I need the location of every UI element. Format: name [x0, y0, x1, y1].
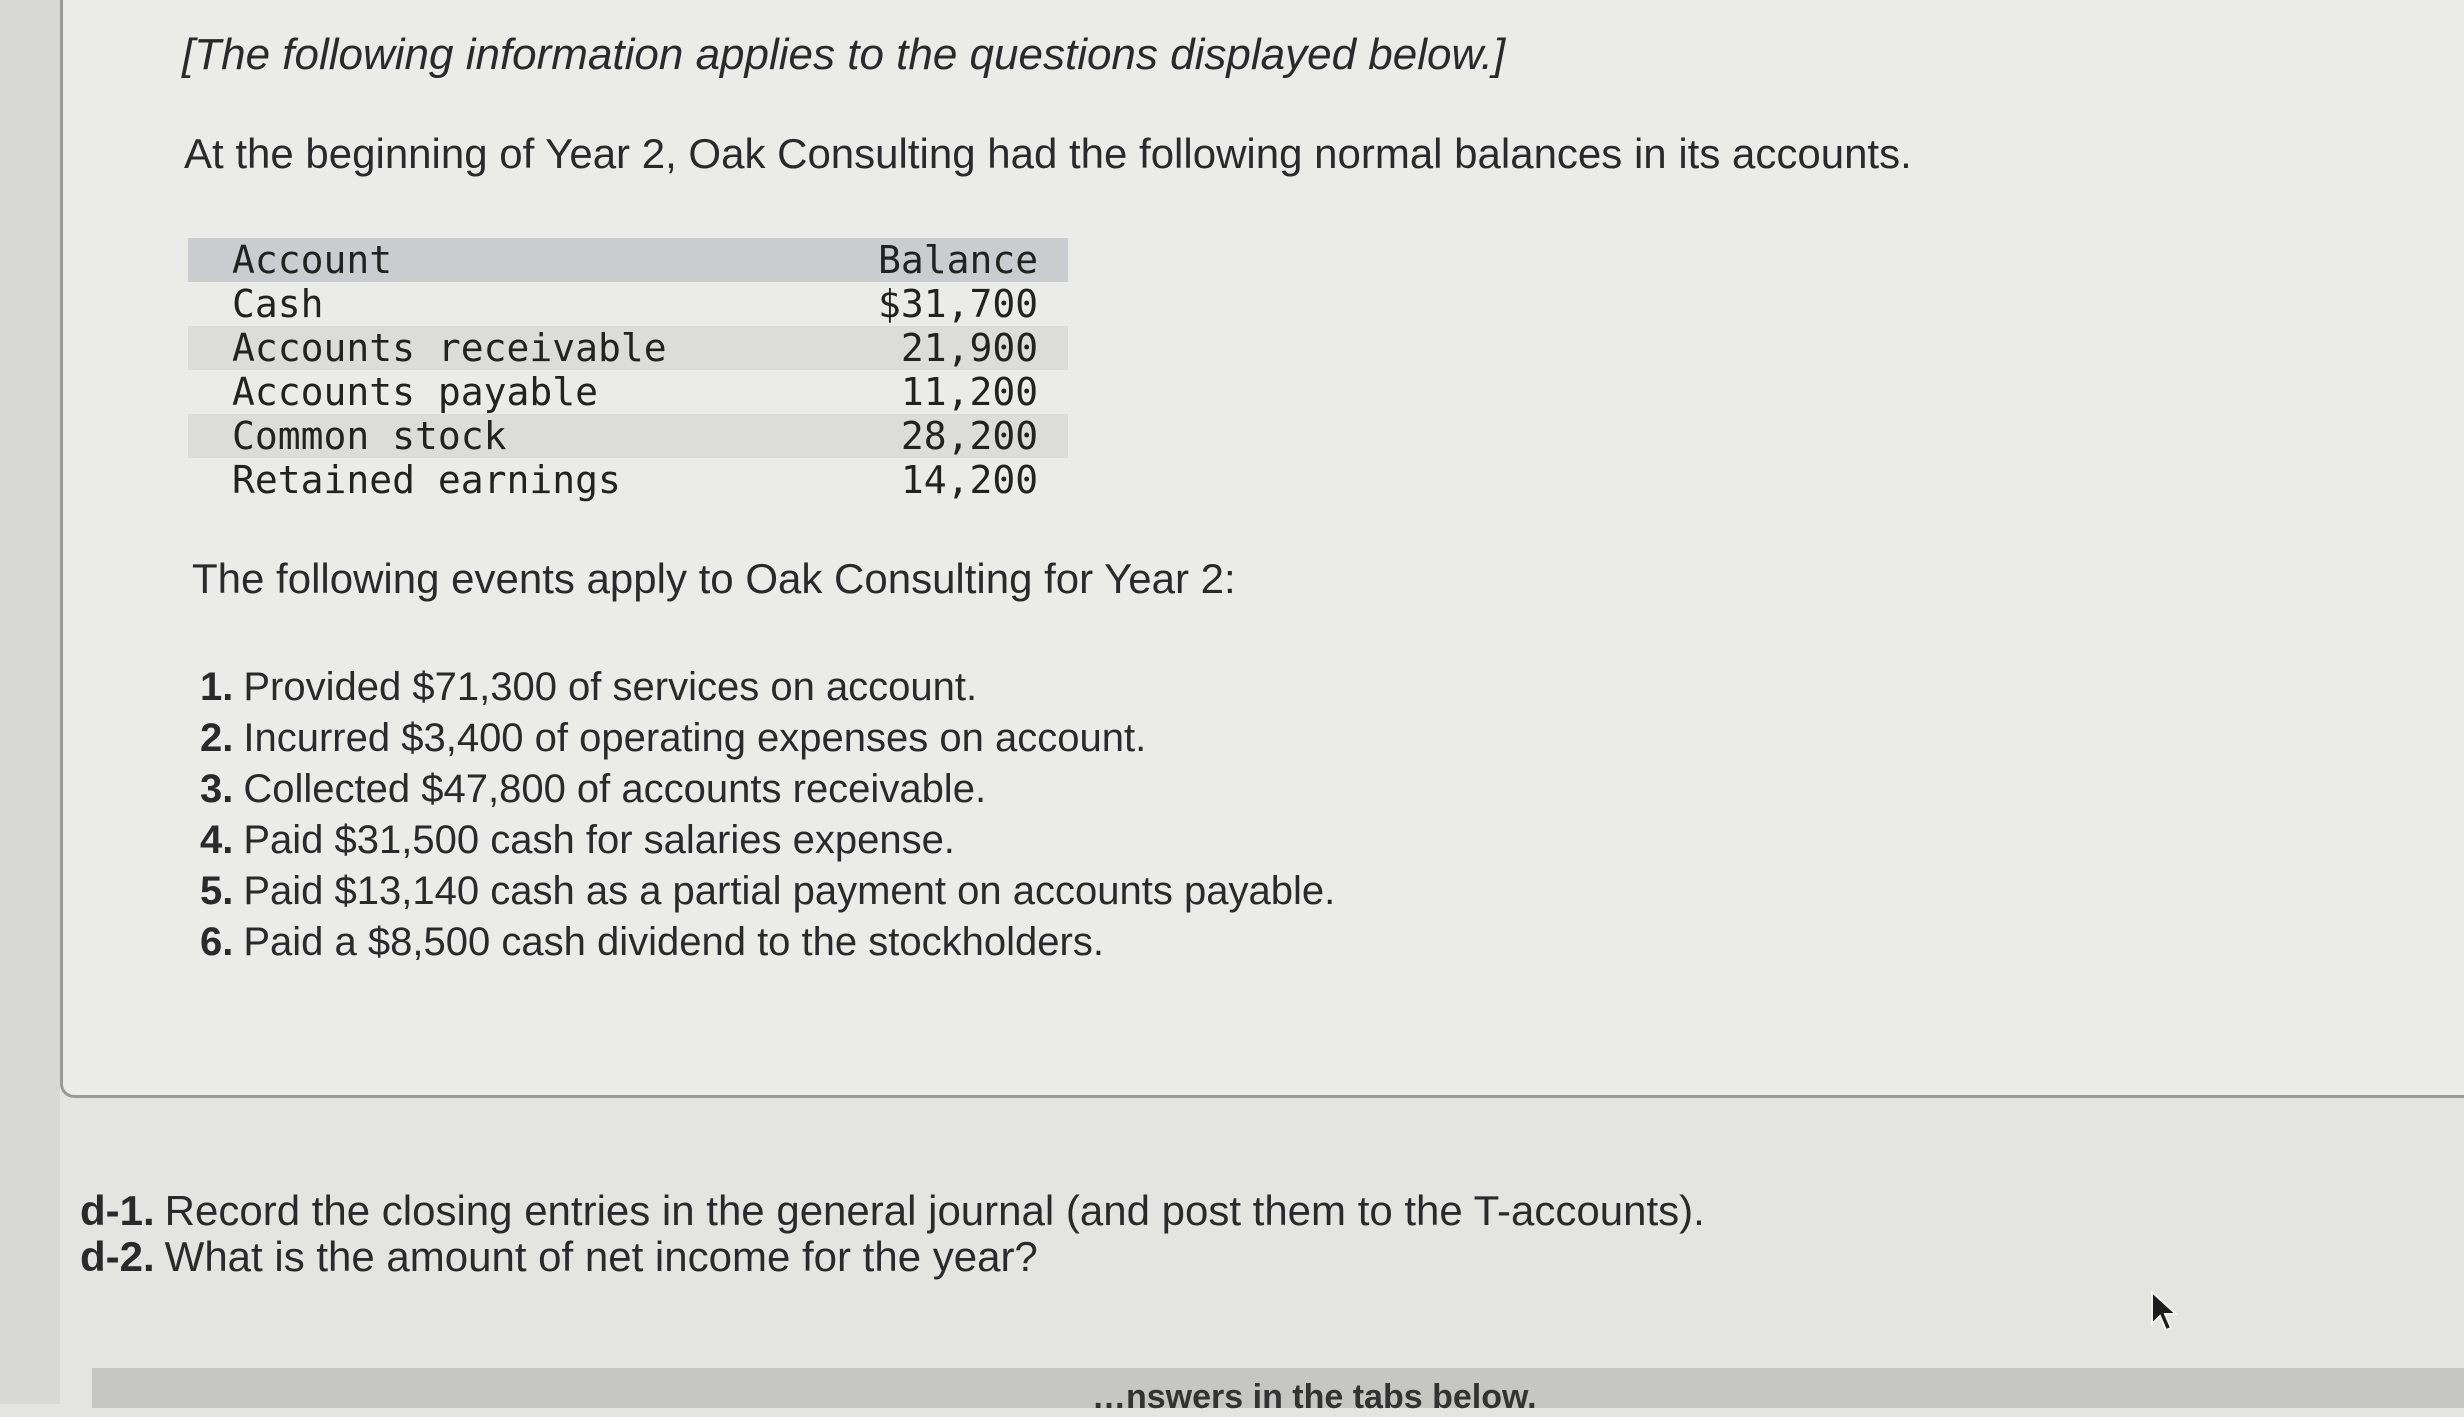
account-balance: 11,200 [900, 370, 1039, 414]
list-item [200, 713, 1335, 764]
questions [80, 1188, 1705, 1280]
intro-note: [The following information applies to the questions displayed below.] [182, 30, 1506, 79]
question-d1 [80, 1188, 1705, 1234]
lead-text: At the beginning of Year 2, Oak Consulting had the following normal balances in its accounts. [184, 130, 1912, 177]
event-number: 5. [200, 869, 234, 913]
table-row [188, 370, 1068, 414]
account-balance: 28,200 [900, 414, 1039, 458]
account-name: Retained earnings [232, 458, 621, 502]
list-item [200, 917, 1335, 968]
header-account: Account [232, 238, 393, 282]
list-item [200, 764, 1335, 815]
question-text: What is the amount of net income for the year? [164, 1233, 1038, 1280]
table-row [188, 458, 1068, 502]
event-text: Paid $31,500 cash for salaries expense. [243, 818, 955, 862]
list-item [200, 815, 1335, 866]
account-name: Accounts payable [232, 370, 599, 414]
screen-edge [0, 0, 60, 1404]
account-name: Common stock [232, 414, 507, 458]
event-number: 4. [200, 818, 234, 862]
mouse-cursor-icon [2150, 1290, 2180, 1334]
event-number: 3. [200, 767, 234, 811]
table-row [188, 282, 1068, 326]
table-row [188, 326, 1068, 370]
tab-instruction: …nswers in the tabs below. [1092, 1378, 1537, 1416]
events-list [200, 662, 1335, 968]
table-header-row [188, 238, 1068, 282]
table-row [188, 414, 1068, 458]
event-text: Paid $13,140 cash as a partial payment on accounts payable. [243, 869, 1336, 913]
account-name: Accounts receivable [232, 326, 667, 370]
event-number: 1. [200, 665, 234, 709]
account-name: Cash [232, 282, 324, 326]
events-lead: The following events apply to Oak Consulting for Year 2: [192, 555, 1236, 602]
header-balance: Balance [878, 238, 1039, 282]
question-number: d-2. [80, 1233, 155, 1280]
account-balance: 14,200 [900, 458, 1039, 502]
event-number: 6. [200, 920, 234, 964]
answer-tabs-bar [92, 1368, 2464, 1416]
list-item [200, 662, 1335, 713]
question-number: d-1. [80, 1187, 155, 1234]
event-number: 2. [200, 716, 234, 760]
list-item [200, 866, 1335, 917]
question-d2 [80, 1234, 1705, 1280]
event-text: Paid a $8,500 cash dividend to the stockholders. [243, 920, 1104, 964]
event-text: Collected $47,800 of accounts receivable. [243, 767, 987, 811]
account-balance: $31,700 [878, 282, 1039, 326]
event-text: Incurred $3,400 of operating expenses on account. [243, 716, 1147, 760]
event-text: Provided $71,300 of services on account. [243, 665, 978, 709]
account-balance: 21,900 [900, 326, 1039, 370]
question-text: Record the closing entries in the general journal (and post them to the T-accounts). [164, 1187, 1705, 1234]
balances-table [188, 238, 1068, 502]
